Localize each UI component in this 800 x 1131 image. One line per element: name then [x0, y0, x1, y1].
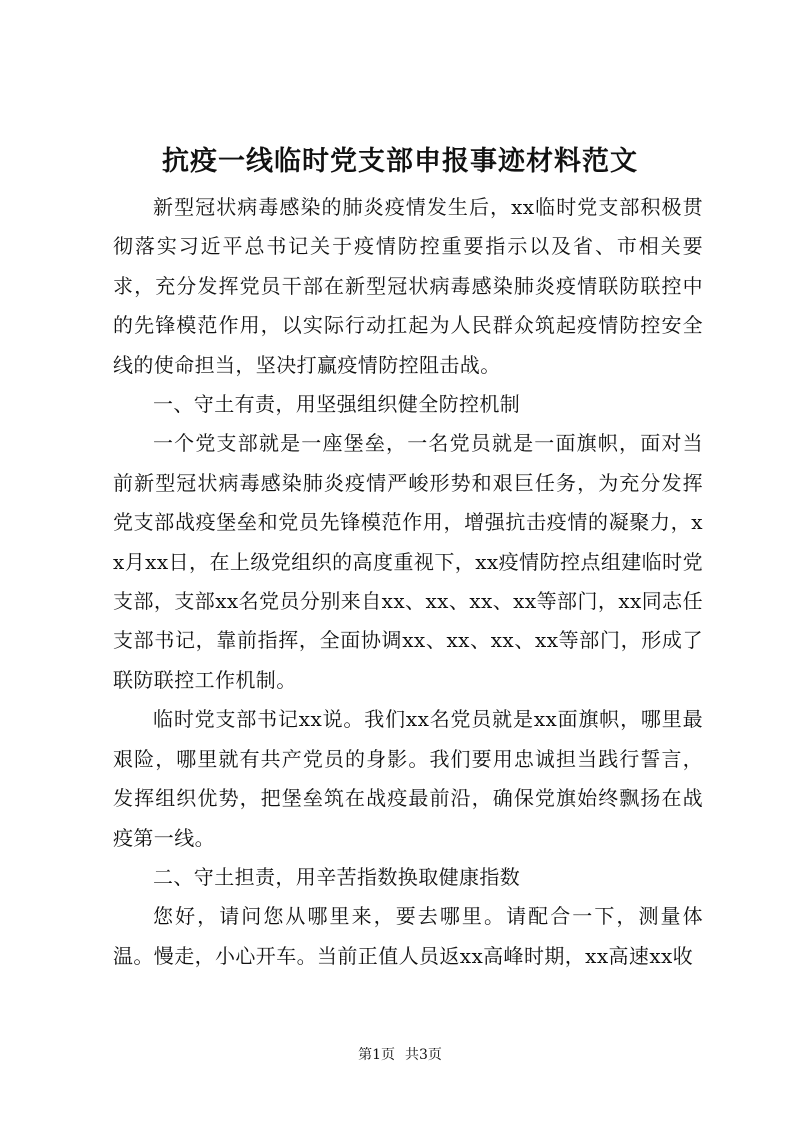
page-number-current: 第1页	[358, 1047, 395, 1063]
page-footer	[0, 1045, 800, 1065]
section-heading-1: 一、守土有责，用坚强组织健全防控机制	[153, 392, 521, 417]
document-title: 抗疫一线临时党支部申报事迹材料范文	[162, 146, 638, 177]
paragraph-intro: 新型冠状病毒感染的肺炎疫情发生后，xx临时党支部积极贯彻落实习近平总书记关于疫情防控重要指示以及省、市相关要求，充分发挥党员干部在新型冠状病毒感染肺炎疫情联防联控中的先锋模范作用，以实际行动扛起为人民群众筑起疫情防控安全线的使命担当，坚决打赢疫情防控阻击战。	[113, 195, 703, 377]
page-number-total: 共3页	[405, 1047, 442, 1063]
paragraph-section-2: 您好，请问您从哪里来，要去哪里。请配合一下，测量体温。慢走，小心开车。当前正值人员返xx高峰时期，xx高速xx收	[113, 904, 703, 968]
paragraph-quote: 临时党支部书记xx说。我们xx名党员就是xx面旗帜，哪里最艰险，哪里就有共产党员的身影。我们要用忠诚担当践行誓言，发挥组织优势，把堡垒筑在战疫最前沿，确保党旗始终飘扬在战疫第一线。	[113, 707, 703, 850]
section-heading-2: 二、守土担责，用辛苦指数换取健康指数	[153, 864, 521, 889]
document-body	[113, 188, 703, 976]
paragraph-section-1: 一个党支部就是一座堡垒，一名党员就是一面旗帜，面对当前新型冠状病毒感染肺炎疫情严峻形势和艰巨任务，为充分发挥党支部战疫堡垒和党员先锋模范作用，增强抗击疫情的凝聚力，xx月xx日，在上级党组织的高度重视下，xx疫情防控点组建临时党支部，支部xx名党员分别来自xx、xx、xx、xx等部门，xx同志任支部书记，靠前指挥，全面协调xx、xx、xx、xx等部门，形成了联防联控工作机制。	[113, 431, 703, 692]
